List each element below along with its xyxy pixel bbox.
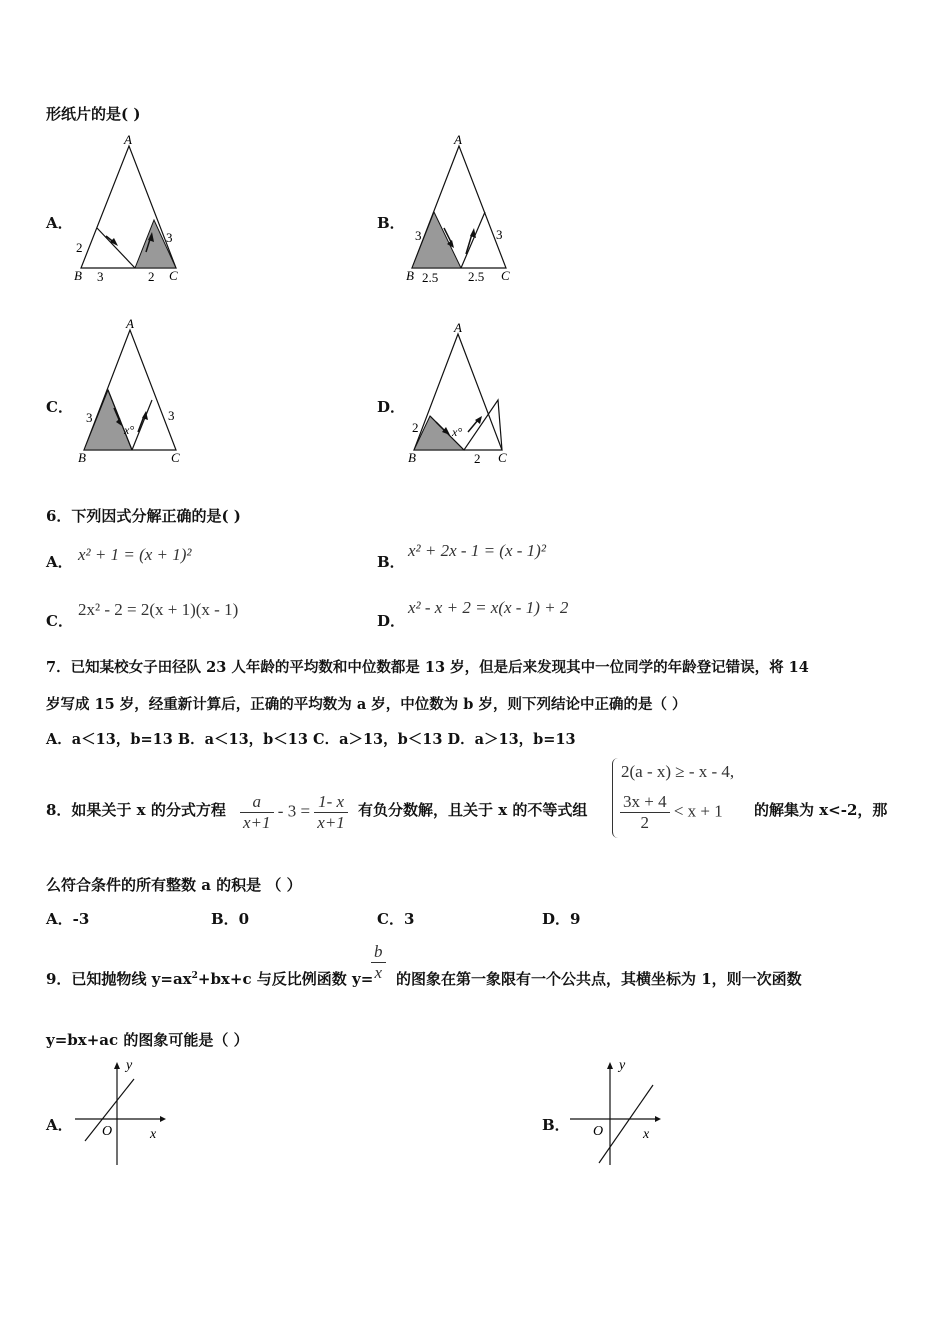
arrow-icon (468, 420, 478, 432)
vertex-a: A (126, 316, 134, 331)
side-mark: 3 (86, 410, 93, 425)
q8-inequality-fraction: $\frac{3x + 4}{2}$ (620, 792, 670, 833)
question-5-stem-fragment: 形纸片的是( ) (46, 105, 141, 123)
question-8-line-2: 么符合条件的所有整数 a 的积是 （ ） (46, 876, 302, 894)
q9-prefix: 9．已知抛物线 y=ax (46, 970, 192, 988)
side-mark: 3 (415, 228, 422, 243)
y-axis-label: y (619, 1058, 626, 1073)
question-8-prefix: 8．如果关于 x 的分式方程 (46, 801, 226, 819)
vertex-a: A (454, 132, 462, 147)
vertex-b: B (74, 268, 82, 283)
q6-option-c-label: C． (46, 612, 73, 630)
q6-option-d-expr: x² - x + 2 = x(x - 1) + 2 (408, 598, 569, 617)
side-mark: 2 (412, 420, 419, 435)
vertex-b: B (78, 450, 86, 465)
q8-option-b: B．0 (211, 910, 250, 928)
question-9-line-1 (46, 968, 373, 989)
q8-inequality-2 (620, 792, 723, 833)
vertex-b: B (406, 268, 414, 283)
x-axis-arrow-icon (160, 1116, 166, 1122)
q6-option-a-label: A． (46, 553, 73, 571)
question-8-middle: 有负分数解，且关于 x 的不等式组 (358, 801, 588, 819)
q8-fraction-2: $\frac{1- x}{x+1}$ (314, 792, 348, 833)
x-axis-label: x (643, 1127, 650, 1142)
q5-option-d-figure (402, 320, 522, 470)
question-9-suffix: 的图象在第一象限有一个公共点，其横坐标为 1，则一次函数 (396, 970, 802, 988)
line-graph (599, 1085, 653, 1163)
y-axis-arrow-icon (114, 1062, 120, 1069)
question-8-suffix: 的解集为 x<-2，那 (754, 801, 888, 819)
vertex-a: A (124, 132, 132, 147)
vertex-c: C (169, 268, 178, 283)
y-axis-label: y (126, 1058, 133, 1073)
q8-option-c: C．3 (377, 910, 415, 928)
question-7-line-1: 7．已知某校女子田径队 23 人年龄的平均数和中位数都是 13 岁，但是后来发现其中一位同学的年龄登记错误，将 14 (46, 659, 809, 676)
q5-option-b-label: B． (377, 214, 405, 232)
q9-option-a-label: A． (46, 1116, 73, 1134)
q9-option-b-graph (565, 1055, 675, 1170)
arrow-icon (138, 416, 144, 432)
fold-line (132, 400, 152, 450)
inequality-brace (612, 758, 619, 838)
q6-option-c-expr: 2x² - 2 = 2(x + 1)(x - 1) (78, 600, 239, 619)
q5-option-c-figure (72, 316, 192, 471)
question-6-stem: 6．下列因式分解正确的是( ) (46, 507, 241, 525)
q6-option-d-label: D． (377, 612, 406, 630)
side-mark: 2 (148, 269, 155, 284)
side-mark: 3 (496, 227, 503, 242)
side-mark: 3 (168, 408, 175, 423)
question-7-options: A．a＜13，b=13 B．a＜13，b＜13 C．a＞13，b＜13 D．a＞13，b=13 (46, 731, 576, 748)
q5-option-c-label: C． (46, 398, 73, 416)
q9-option-b-label: B． (542, 1116, 570, 1134)
vertex-c: C (498, 450, 507, 465)
q9-fraction: $\frac{b}{x}$ (371, 942, 386, 983)
vertex-b: B (408, 450, 416, 465)
q8-inequality-1: 2(a - x) ≥ - x - 4, (621, 762, 735, 781)
q5-option-a-label: A． (46, 214, 73, 232)
origin-label: O (593, 1124, 604, 1139)
q9-superscript: 2 (191, 971, 198, 981)
q9-mid: +bx+c 与反比例函数 y= (197, 970, 374, 988)
side-mark: 3 (166, 230, 173, 245)
q5-option-a-figure (70, 132, 190, 287)
vertex-c: C (171, 450, 180, 465)
q8-option-a: A．-3 (46, 910, 90, 928)
angle-mark: x° (452, 425, 463, 439)
q5-option-b-figure (400, 132, 520, 287)
x-axis-arrow-icon (655, 1116, 661, 1122)
question-9-line-2: y=bx+ac 的图象可能是（ ） (46, 1031, 249, 1049)
q8-fraction-1: $\frac{a}{x+1}$ (240, 792, 274, 833)
origin-label: O (102, 1124, 113, 1139)
vertex-a: A (454, 320, 462, 335)
question-7-line-2: 岁写成 15 岁，经重新计算后，正确的平均数为 a 岁，中位数为 b 岁，则下列结论中正确的是（ ） (46, 696, 687, 713)
q6-option-a-expr: x² + 1 = (x + 1)² (78, 545, 192, 564)
q8-equation (240, 792, 348, 833)
side-mark: 3 (97, 269, 104, 284)
y-axis-arrow-icon (607, 1062, 613, 1069)
side-mark: 2 (474, 451, 481, 466)
side-mark: 2.5 (468, 269, 485, 284)
q8-equation-middle: - 3 = (277, 801, 311, 821)
q6-option-b-label: B． (377, 553, 405, 571)
angle-mark: x° (124, 423, 135, 437)
q5-option-d-label: D． (377, 398, 406, 416)
side-mark: 2.5 (422, 270, 439, 285)
q9-option-a-graph (70, 1055, 180, 1170)
x-axis-label: x (150, 1127, 157, 1142)
q6-option-b-expr: x² + 2x - 1 = (x - 1)² (408, 541, 546, 560)
fold-line (461, 212, 485, 268)
q8-option-d: D．9 (542, 910, 581, 928)
fold-line (97, 228, 135, 268)
q8-inequality-rhs: < x + 1 (673, 801, 723, 821)
vertex-c: C (501, 268, 510, 283)
side-mark: 2 (76, 240, 83, 255)
